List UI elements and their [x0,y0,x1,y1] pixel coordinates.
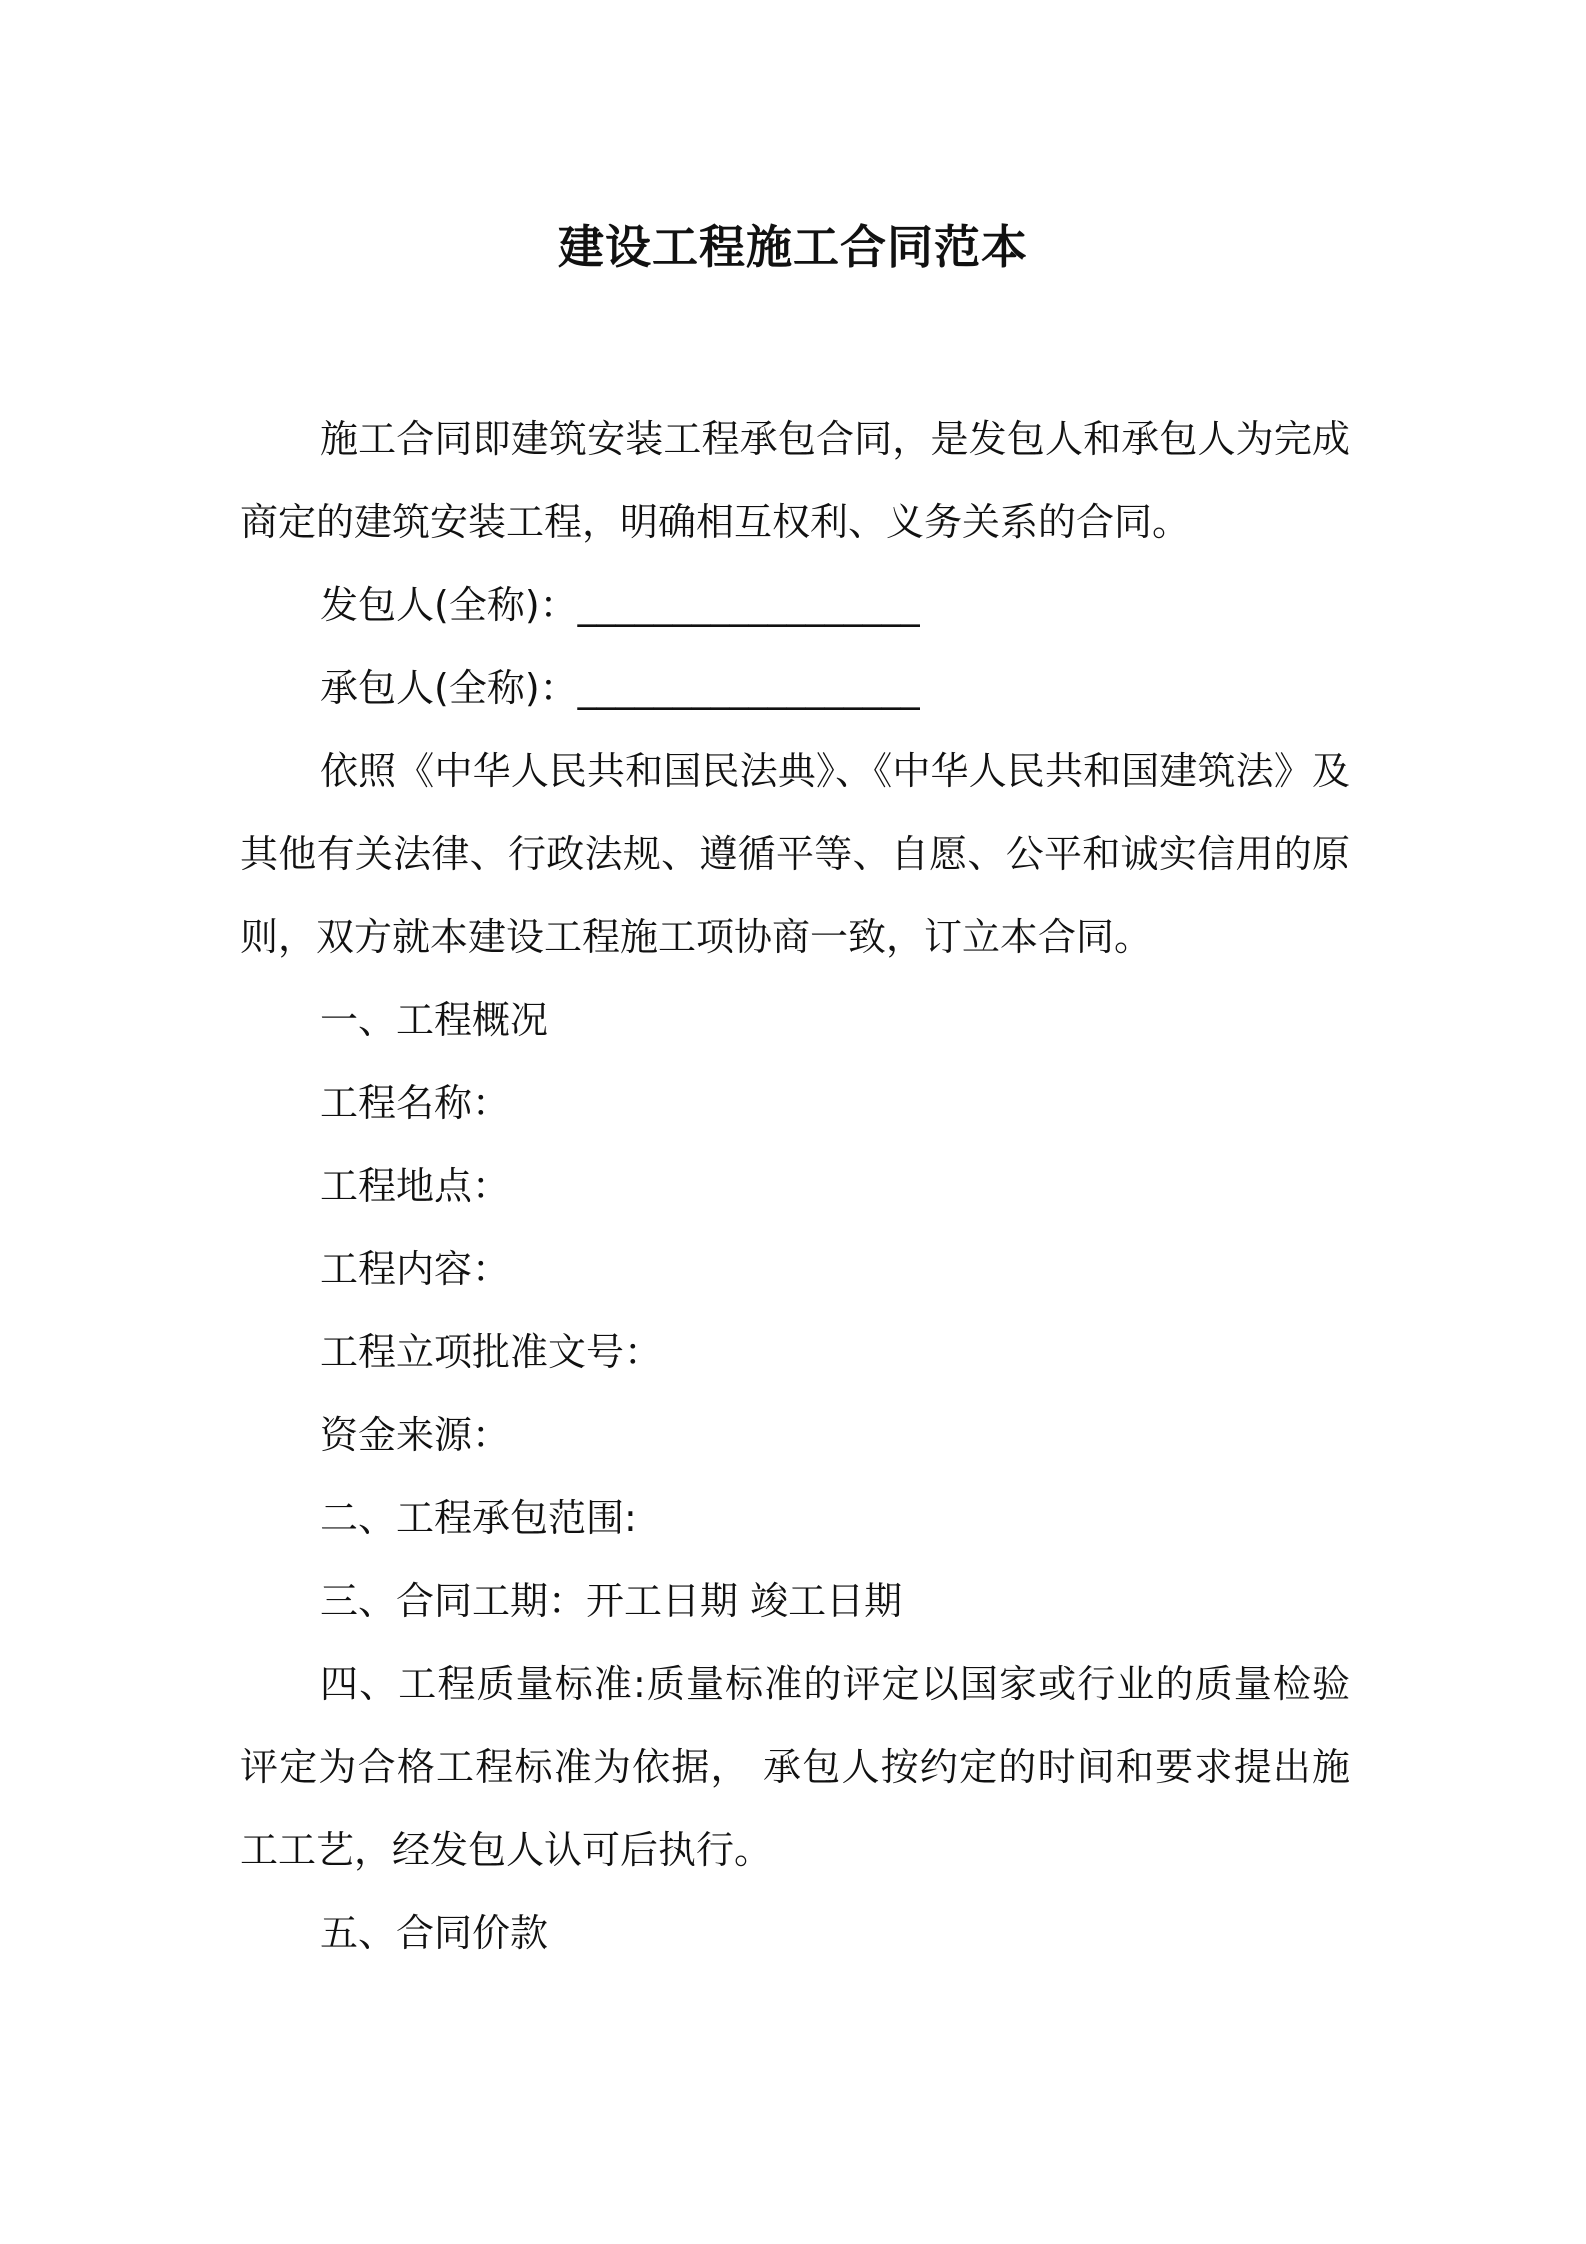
project-location-line: 工程地点： [320,1164,511,1208]
intro-paragraph: 施工合同即建筑安装工程承包合同，是发包人和承包人为完成商定的建筑安装工程，明确相互权利、义务关系的合同。 [240,417,1350,544]
document-title: 建设工程施工合同范本 [558,220,1028,274]
approval-number-line: 工程立项批准文号： [320,1330,663,1374]
project-content-line: 工程内容： [320,1247,511,1291]
document-body [240,398,1350,1975]
contractor-line: 承包人(全称)：__________________ [320,666,920,710]
project-name-line: 工程名称： [320,1081,511,1125]
quality-standard-paragraph: 四、工程质量标准:质量标准的评定以国家或行业的质量检验评定为合格工程标准为依据， 承包人按约定的时间和要求提出施工工艺，经发包人认可后执行。 [240,1662,1350,1872]
section-heading-overview: 一、工程概况 [320,998,549,1042]
legal-basis-paragraph: 依照《中华人民共和国民法典》、《中华人民共和国建筑法》及其他有关法律、行政法规、遵循平等、自愿、公平和诚实信用的原则，双方就本建设工程施工项协商一致，订立本合同。 [240,749,1350,959]
funding-source-line: 资金来源： [320,1413,511,1457]
section-heading-price: 五、合同价款 [320,1911,549,1955]
employer-line: 发包人(全称)：__________________ [320,583,920,627]
section-heading-scope: 二、工程承包范围: [320,1496,637,1540]
section-heading-duration: 三、合同工期：开工日期 竣工日期 [320,1579,903,1623]
